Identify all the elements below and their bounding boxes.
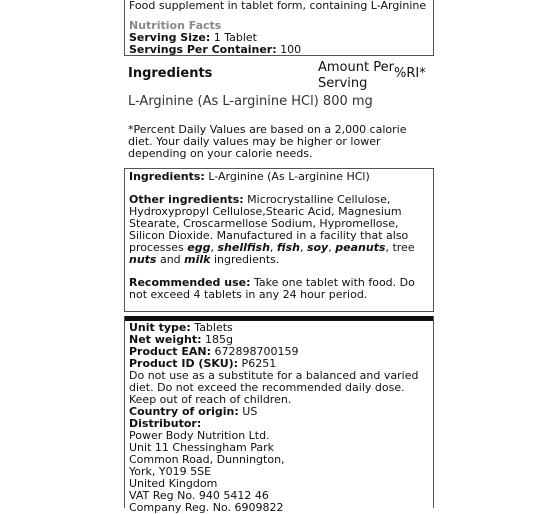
ingredients-end: ingredients. <box>210 253 280 266</box>
ingredients-details-panel <box>124 168 434 312</box>
recommended-use-paragraph <box>129 277 429 301</box>
servings-value: 100 <box>276 43 302 56</box>
ri-header: %RI* <box>394 66 426 81</box>
sku-label: Product ID (SKU): <box>129 357 239 370</box>
and-text: and <box>156 253 185 266</box>
ingredients-value: L-Arginine (As L-arginine HCl) <box>204 170 370 183</box>
distributor-line: Power Body Nutrition Ltd. <box>129 429 270 442</box>
other-ingredients-paragraph: Other ingredients: Microcrystalline Cellulose, Hydroxypropyl Cellulose,Stearic Acid, Magnesium Stearate, Croscarmellose Sodium, Hypromellose, Silicon Dioxide. Manufactured in a facility that also processes egg, shellfish, fish, soy, peanuts, tree nuts and milk ingredients. <box>129 193 415 266</box>
distributor-line: VAT Reg No. 940 5412 46 <box>129 489 269 502</box>
warning-text: Do not use as a substitute for a balanced and varied diet. Do not exceed the recommended daily dose. Keep out of reach of children. <box>129 369 419 406</box>
servings-per-container-row <box>129 44 429 56</box>
net-weight-label: Net weight: <box>129 333 202 346</box>
ingredients-header: Ingredients <box>128 66 213 81</box>
allergen-soy: soy <box>306 241 329 254</box>
ingredients-paragraph <box>129 171 429 183</box>
distributor-line: Unit 11 Chessingham Park <box>129 441 274 454</box>
allergen-peanuts: peanuts <box>335 241 386 254</box>
ingredients-label: Ingredients: <box>129 170 205 183</box>
ingredient-row: L-Arginine (As L-arginine HCl) 800 mg <box>128 94 373 109</box>
ingredients-table <box>124 56 434 164</box>
product-intro: Food supplement in tablet form, containing L-Arginine <box>129 0 427 12</box>
unit-type-label: Unit type: <box>129 321 191 334</box>
country-label: Country of origin: <box>129 405 239 418</box>
ean-label: Product EAN: <box>129 345 211 358</box>
sku-value: P6251 <box>238 357 277 370</box>
allergen-nuts: nuts <box>129 253 157 266</box>
thick-divider <box>125 316 433 321</box>
other-ingredients-value: Microcrystalline Cellulose, Hydroxypropyl Cellulose,Stearic Acid, Magnesium Stearate, Croscarmellose Sodium, Hypromellose, Silicon Dioxide. Manufactured in a facility that also processes <box>129 193 409 254</box>
country-value: US <box>238 405 258 418</box>
servings-label: Servings Per Container: <box>129 43 277 56</box>
amount-per-serving-header: Amount Per Serving <box>318 60 394 91</box>
tree-text: tree <box>388 241 415 254</box>
distributor-line: United Kingdom <box>129 477 218 490</box>
serving-size-label: Serving Size: <box>129 31 211 44</box>
allergen-shellfish: shellfish <box>217 241 270 254</box>
nutrition-facts-title: Nutrition Facts <box>129 19 222 32</box>
allergen-fish: fish <box>276 241 300 254</box>
distributor-line: Company Reg. No. 6909822 <box>129 501 284 514</box>
daily-values-note: *Percent Daily Values are based on a 2,000 calorie diet. Your daily values may be higher or lower depending on your calorie needs. <box>128 123 407 160</box>
distributor-line: Common Road, Dunnington, <box>129 453 285 466</box>
ean-value: 672898700159 <box>211 345 299 358</box>
allergen-milk: milk <box>184 253 211 266</box>
recommended-use-label: Recommended use: <box>129 276 251 289</box>
net-weight-value: 185g <box>201 333 233 346</box>
serving-size-value: 1 Tablet <box>210 31 257 44</box>
nutrition-facts-panel <box>124 0 434 56</box>
allergen-egg: egg <box>187 241 211 254</box>
product-info-panel <box>124 316 434 514</box>
distributor-line: York, Y019 5SE <box>129 465 212 478</box>
recommended-use-value: Take one tablet with food. Do not exceed 4 tablets in any 24 hour period. <box>129 276 415 301</box>
unit-type-value: Tablets <box>190 321 233 334</box>
other-ingredients-label: Other ingredients: <box>129 193 244 206</box>
distributor-label: Distributor: <box>129 417 202 430</box>
